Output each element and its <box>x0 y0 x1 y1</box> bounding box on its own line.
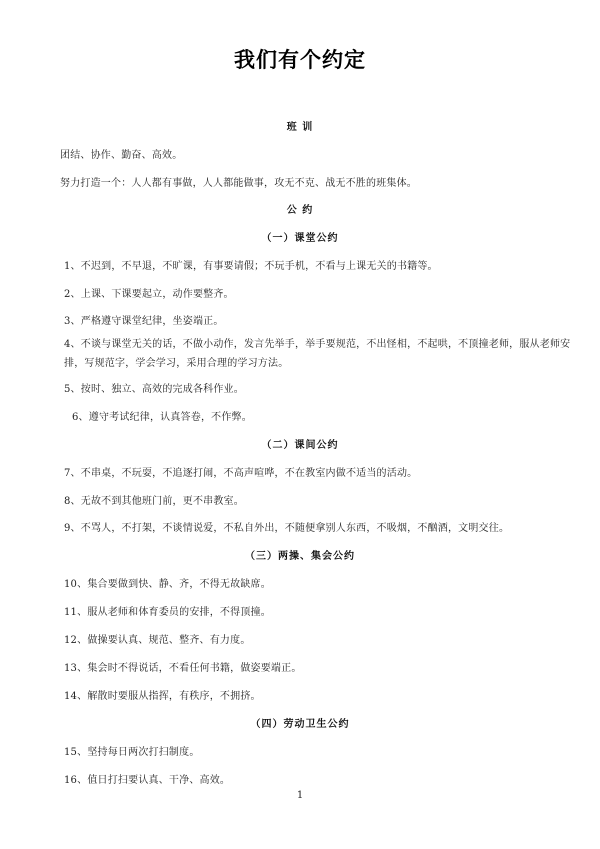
section-heading: （四）劳动卫生公约 <box>250 719 350 730</box>
convention-item: 6、遵守考试纪律，认真答卷，不作弊。 <box>72 412 252 423</box>
convention-item: 5、按时、独立、高效的完成各科作业。 <box>64 384 244 395</box>
section-heading: （三）两操、集会公约 <box>245 551 355 562</box>
section-heading: （一）课堂公约 <box>261 233 339 244</box>
motto-heading: 班 训 <box>286 122 314 133</box>
convention-item: 1、不迟到，不早退，不旷课，有事要请假；不玩手机，不看与上课无关的书籍等。 <box>64 261 438 272</box>
convention-item: 7、不串桌，不玩耍，不追逐打闹，不高声喧哗，不在教室内做不适当的活动。 <box>64 468 418 479</box>
motto-line: 努力打造一个：人人都有事做，人人都能做事，攻无不克、战无不胜的班集体。 <box>60 178 417 189</box>
section-heading: （二）课间公约 <box>261 440 339 451</box>
motto-line: 团结、协作、勤奋、高效。 <box>60 150 183 161</box>
convention-item: 2、上课、下课要起立，动作要整齐。 <box>64 289 234 300</box>
page-number: 1 <box>296 790 304 801</box>
convention-item: 8、无故不到其他班门前，更不串教室。 <box>64 496 244 507</box>
convention-item: 12、做操要认真、规范、整齐、有力度。 <box>64 635 251 646</box>
convention-item: 15、坚持每日两次打扫制度。 <box>64 747 200 758</box>
convention-item: 13、集会时不得说话，不看任何书籍，做姿要端正。 <box>64 663 302 674</box>
convention-item: 16、值日打扫要认真、干净、高效。 <box>64 775 231 786</box>
convention-heading: 公 约 <box>286 205 314 216</box>
convention-item: 10、集合要做到快、静、齐，不得无故缺席。 <box>64 579 271 590</box>
convention-item: 4、不谈与课堂无关的话，不做小动作，发言先举手，举手要规范，不出怪相，不起哄，不顶撞老师，服从老师安排，写规范字，学会学习，采用合理的学习方法。 <box>64 339 571 369</box>
document-title: 我们有个约定 <box>234 48 366 72</box>
convention-item: 3、严格遵守课堂纪律，坐姿端正。 <box>64 316 224 327</box>
convention-item: 9、不骂人，不打架，不谈情说爱，不私自外出，不随便拿别人东西，不吸烟，不酗酒，文明交往。 <box>64 523 510 534</box>
convention-item: 14、解散时要服从指挥，有秩序，不拥挤。 <box>64 691 261 702</box>
convention-item: 11、服从老师和体育委员的安排，不得顶撞。 <box>64 607 271 618</box>
